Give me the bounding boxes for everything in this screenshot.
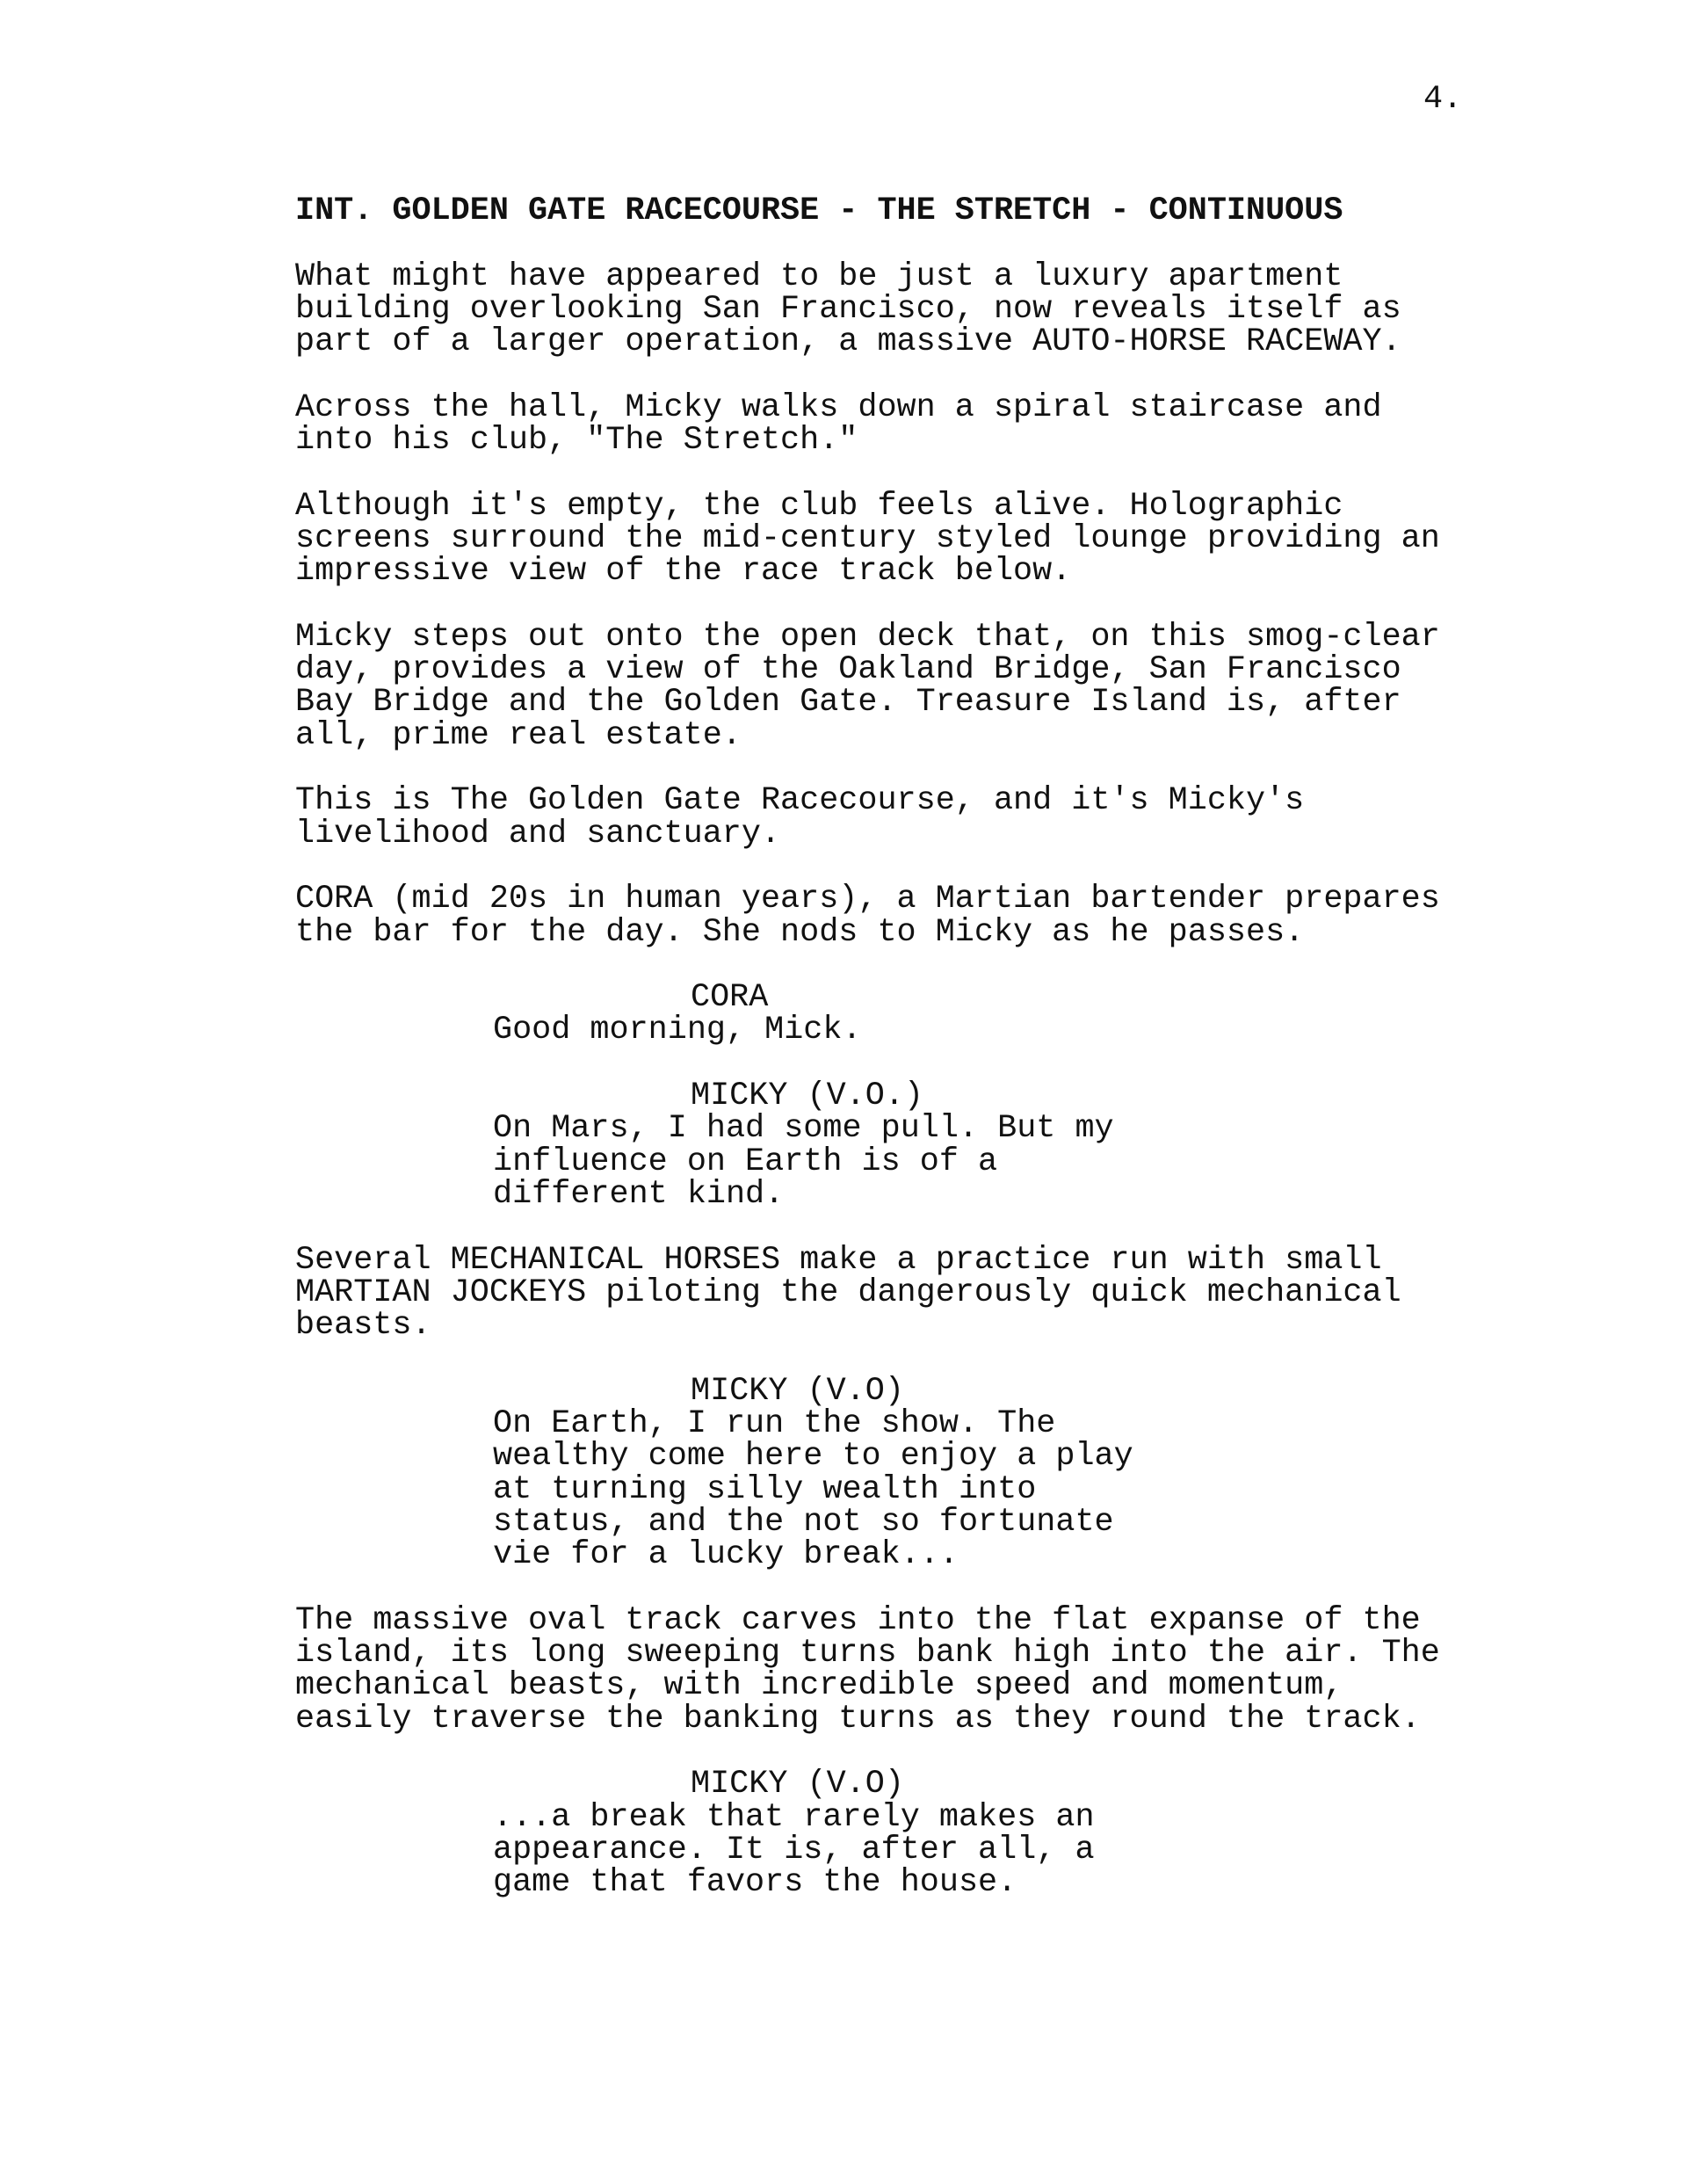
action-paragraph: Across the hall, Micky walks down a spiral staircase and into his club, "The Stretch." bbox=[295, 388, 1382, 460]
scene-heading: INT. GOLDEN GATE RACECOURSE - THE STRETCH - CONTINUOUS bbox=[295, 192, 1343, 229]
character-name: MICKY (V.O) bbox=[691, 1766, 904, 1803]
dialogue-block bbox=[295, 1372, 1508, 1574]
action-paragraph: The massive oval track carves into the flat expanse of the island, its long sweeping turns bank high into the air. The mechanical beasts, with incredible speed and momentum, easily traverse the banking turns as they round the track. bbox=[295, 1601, 1440, 1738]
character-name: MICKY (V.O) bbox=[691, 1372, 904, 1410]
action-paragraph: Micky steps out onto the open deck that, on this smog-clear day, provides a view of the Oakland Bridge, San Francisco Bay Bridge and the Golden Gate. Treasure Island is, after all, prime real estate. bbox=[295, 618, 1440, 754]
action-paragraph: What might have appeared to be just a luxury apartment building overlooking San Francisco, now reveals itself as part of a larger operation, a massive AUTO-HORSE RACEWAY. bbox=[295, 258, 1401, 361]
dialogue-block bbox=[295, 1077, 1508, 1213]
action-paragraph: CORA (mid 20s in human years), a Martian bartender prepares the bar for the day. She nods to Micky as he passes. bbox=[295, 881, 1440, 951]
character-name: MICKY (V.O.) bbox=[691, 1077, 923, 1115]
dialogue-text: Good morning, Mick. bbox=[493, 1012, 862, 1049]
action-paragraph: This is The Golden Gate Racecourse, and it's Micky's livelihood and sanctuary. bbox=[295, 782, 1305, 853]
character-name: CORA bbox=[691, 979, 769, 1017]
dialogue-text: On Earth, I run the show. The wealthy come here to enjoy a play at turning silly wealth into status, and the not so fortunate vie for a lucky break... bbox=[493, 1404, 1133, 1574]
page-number: 4. bbox=[1423, 81, 1463, 118]
dialogue-text: ...a break that rarely makes an appearance. It is, after all, a game that favors the house. bbox=[493, 1798, 1095, 1902]
action-paragraph: Although it's empty, the club feels alive. Holographic screens surround the mid-century styled lounge providing an impressive view of the race track below. bbox=[295, 487, 1440, 591]
dialogue-text: On Mars, I had some pull. But my influence on Earth is of a different kind. bbox=[493, 1110, 1114, 1213]
action-paragraph: Several MECHANICAL HORSES make a practice run with small MARTIAN JOCKEYS piloting the dangerously quick mechanical beasts. bbox=[295, 1241, 1401, 1345]
script-body bbox=[295, 192, 1508, 1933]
dialogue-block bbox=[295, 1766, 1508, 1902]
dialogue-block bbox=[295, 979, 1508, 1049]
